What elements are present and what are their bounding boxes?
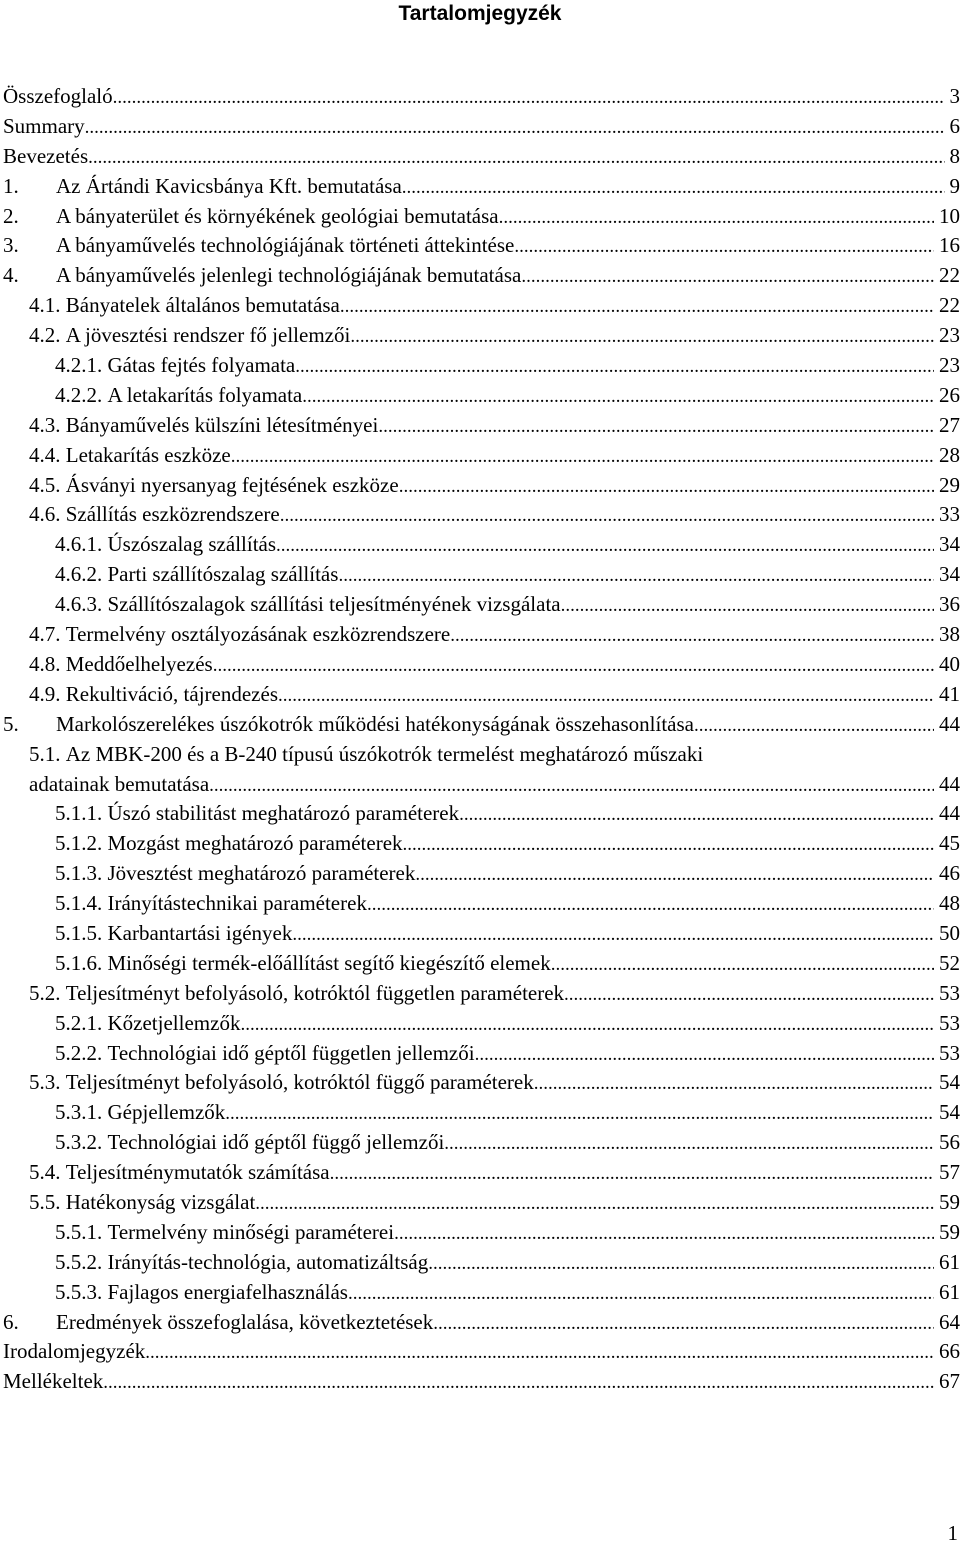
toc-entry-number: 4.2. [29,323,61,348]
toc-entry[interactable] [0,441,960,471]
toc-entry[interactable] [0,560,960,590]
toc-entry-label: Bevezetés [3,143,89,168]
toc-leader [302,382,934,412]
toc-entry-number: 5.1.6. [55,950,103,975]
toc-entry-number: 5.3. [29,1070,61,1095]
toc-leader [499,203,934,233]
toc-entry-label: Karbantartási igények [107,920,293,945]
toc-entry-number: 4.6. [29,502,61,527]
toc-entry-number: 4.4. [29,442,61,467]
toc-entry[interactable] [0,231,960,261]
toc-leader [240,1010,934,1040]
toc-entry-label: Technológiai idő géptől független jellemzői [107,1040,475,1065]
toc-entry-number: 4.9. [29,681,61,706]
toc-entry[interactable] [0,351,960,381]
toc-leader [103,1368,934,1398]
toc-entry-label: A jövesztési rendszer fő jellemzői [65,323,351,348]
toc-entry-label: Summary [3,113,85,138]
toc-entry-label: Meddőelhelyezés [65,651,213,676]
toc-entry-page: 8 [949,143,960,168]
toc-leader [292,920,934,950]
toc-leader [564,980,934,1010]
toc-entry-page: 22 [939,293,960,318]
toc-entry[interactable] [0,1337,960,1367]
toc-entry[interactable] [0,1068,960,1098]
toc-entry-page: 3 [949,84,960,108]
toc-leader [367,890,934,920]
toc-entry-label: A bányaművelés technológiájának történeti áttekintése [56,233,515,258]
toc-entry-label: Gépjellemzők [107,1100,226,1125]
toc-entry[interactable] [0,1278,960,1308]
toc-entry-number: 5.1. [29,741,61,766]
toc-leader [475,1040,934,1070]
toc-entry-page: 10 [939,203,960,228]
toc-entry[interactable] [0,1248,960,1278]
toc-entry-page: 9 [949,173,960,198]
toc-entry-label: Kőzetjellemzők [107,1010,241,1035]
toc-entry[interactable] [0,381,960,411]
toc-leader [350,322,934,352]
toc-entry[interactable] [0,291,960,321]
toc-entry-page: 48 [939,891,960,916]
toc-entry-label: Úszószalag szállítás [107,532,277,557]
toc-entry-page: 66 [939,1339,960,1364]
toc-entry-label: Szállítás eszközrendszere [65,502,280,527]
toc-entry-number: 5.1.5. [55,920,103,945]
toc-entry-number: 4.8. [29,651,61,676]
toc-entry-label: Teljesítményt befolyásoló, kotróktól független paraméterek [65,980,565,1005]
toc-entry[interactable] [0,82,960,112]
toc-entry-number: 4.2.2. [55,382,103,407]
toc-entry-number: 5.1.2. [55,831,103,856]
toc-entry-page: 44 [939,711,960,736]
toc-leader [433,1309,934,1339]
toc-entry-page: 38 [939,622,960,647]
toc-entry-number: 4.7. [29,622,61,647]
toc-entry[interactable] [0,829,960,859]
toc-entry-number: 5.2.1. [55,1010,103,1035]
toc-entry-page: 46 [939,861,960,886]
toc-entry-page: 61 [939,1249,960,1274]
toc-entry-number: 5.5.2. [55,1249,103,1274]
toc-entry-label: Az MBK-200 és a B-240 típusú úszókotrók termelést meghatározó műszaki [65,741,704,766]
toc-entry[interactable] [0,590,960,620]
toc-entry-number: 5.2.2. [55,1040,103,1065]
toc-entry-page: 23 [939,323,960,348]
toc-entry-label: Teljesítményt befolyásoló, kotróktól függő paraméterek [65,1070,534,1095]
toc-entry-number: 3. [3,233,19,258]
toc-leader [444,1129,934,1159]
toc-entry-number: 4.2.1. [55,353,103,378]
toc-leader [340,292,934,322]
toc-entry-label: Bányatelek általános bemutatása [65,293,340,318]
toc-leader [231,442,934,472]
toc-entry-page: 54 [939,1100,960,1125]
toc-entry[interactable] [0,1098,960,1128]
toc-entry-number: 4.6.2. [55,562,103,587]
toc-leader [338,561,934,591]
toc-entry-page: 53 [939,980,960,1005]
toc-entry-page: 53 [939,1010,960,1035]
toc-entry-page: 61 [939,1279,960,1304]
toc-entry-page: 28 [939,442,960,467]
toc-entry-number: 6. [3,1309,19,1334]
toc-entry-number: 5.4. [29,1160,61,1185]
toc-entry-label: Termelvény minőségi paraméterei [107,1219,395,1244]
toc-entry-number: 4.1. [29,293,61,318]
toc-entry[interactable] [0,1009,960,1039]
toc-entry-page: 33 [939,502,960,527]
toc-entry-page: 56 [939,1130,960,1155]
toc-leader [85,113,945,143]
toc-entry-page: 57 [939,1160,960,1185]
toc-entry-page: 53 [939,1040,960,1065]
toc-entry[interactable] [0,859,960,889]
toc-leader [88,143,944,173]
toc-entry[interactable] [0,500,960,530]
toc-entry[interactable] [0,1158,960,1188]
toc-entry[interactable] [0,680,960,710]
toc-entry-number: 4. [3,263,19,288]
toc-entry-label: Irányítás-technológia, automatizáltság [107,1249,429,1274]
toc-entry-page: 59 [939,1189,960,1214]
toc-entry-label: A bányaterület és környékének geológiai bemutatása [56,203,499,228]
toc-entry[interactable] [0,1039,960,1069]
toc-entry[interactable] [0,142,960,172]
toc-entry-label: Markolószerelékes úszókotrók működési hatékonyságának összehasonlítása [56,711,694,736]
toc-entry-label: Termelvény osztályozásának eszközrendszere [65,622,451,647]
toc-leader [225,1099,934,1129]
toc-leader [551,950,934,980]
toc-leader [213,651,934,681]
toc-entry[interactable] [0,1188,960,1218]
toc-entry-page: 23 [939,353,960,378]
table-of-contents [0,82,960,1397]
toc-entry-page: 16 [939,233,960,258]
toc-entry-number: 5. [3,711,19,736]
toc-leader [534,1069,934,1099]
toc-entry-label: Mozgást meghatározó paraméterek [107,831,403,856]
toc-entry-number: 5.1.1. [55,801,103,826]
toc-entry-label: Hatékonyság vizsgálat [65,1189,256,1214]
toc-leader [295,352,934,382]
toc-entry-page: 41 [939,681,960,706]
toc-entry-page: 45 [939,831,960,856]
toc-entry-number: 5.1.4. [55,891,103,916]
toc-leader [276,531,934,561]
toc-entry[interactable] [0,620,960,650]
toc-entry-label: Irodalomjegyzék [3,1339,146,1364]
toc-entry[interactable] [0,979,960,1009]
toc-entry[interactable] [0,740,960,800]
toc-leader [394,1219,934,1249]
toc-entry-page: 22 [939,263,960,288]
toc-entry-label: Minőségi termék-előállítást segítő kiegészítő elemek [107,950,551,975]
toc-entry-label: Eredmények összefoglalása, következtetések [56,1309,434,1334]
toc-entry-page: 34 [939,562,960,587]
toc-leader [378,412,934,442]
toc-entry[interactable] [0,1128,960,1158]
toc-entry-page: 40 [939,651,960,676]
toc-entry[interactable] [0,650,960,680]
toc-entry[interactable] [0,1308,960,1338]
toc-leader [348,1279,934,1309]
toc-entry-label: Parti szállítószalag szállítás [107,562,339,587]
toc-entry-number: 4.6.3. [55,592,103,617]
toc-entry-label: Rekultiváció, tájrendezés [65,681,278,706]
toc-entry[interactable] [0,202,960,232]
toc-leader [209,771,934,801]
toc-entry-label: Összefoglaló [3,84,113,108]
toc-entry[interactable] [0,321,960,351]
toc-entry-number: 5.5. [29,1189,61,1214]
toc-entry-page: 59 [939,1219,960,1244]
toc-entry-number: 5.2. [29,980,61,1005]
toc-entry-label: Úszó stabilitást meghatározó paraméterek [107,801,460,826]
toc-entry[interactable] [0,172,960,202]
toc-leader [403,830,934,860]
toc-entry-page: 52 [939,950,960,975]
toc-leader [145,1338,934,1368]
toc-entry-page: 26 [939,382,960,407]
toc-entry-label-continued: adatainak bemutatása [29,771,210,796]
toc-entry-page: 50 [939,920,960,945]
toc-entry-number: 5.5.1. [55,1219,103,1244]
toc-entry-label: Az Ártándi Kavicsbánya Kft. bemutatása [56,173,402,198]
toc-leader [561,591,934,621]
toc-entry-label: A bányaművelés jelenlegi technológiájának bemutatása [56,263,522,288]
toc-leader [399,472,934,502]
page-number: 1 [947,1521,958,1545]
toc-entry-number: 4.6.1. [55,532,103,557]
toc-entry[interactable] [0,112,960,142]
toc-entry-page: 44 [939,801,960,826]
toc-entry-label: Mellékeltek [3,1369,104,1394]
toc-entry[interactable] [0,411,960,441]
toc-entry[interactable] [0,919,960,949]
toc-entry[interactable] [0,889,960,919]
toc-leader [450,621,934,651]
toc-leader [402,173,945,203]
toc-entry-number: 4.5. [29,472,61,497]
toc-entry-number: 2. [3,203,19,228]
toc-entry-page: 64 [939,1309,960,1334]
toc-entry-page: 44 [939,771,960,796]
toc-leader [255,1189,934,1219]
toc-entry-label: A letakarítás folyamata [107,382,303,407]
toc-entry-label: Fajlagos energiafelhasználás [107,1279,348,1304]
toc-entry[interactable] [0,799,960,829]
toc-entry-page: 67 [939,1369,960,1394]
page-title: Tartalomjegyzék [398,2,562,25]
toc-entry-label: Ásványi nyersanyag fejtésének eszköze [65,472,399,497]
toc-leader [415,860,934,890]
toc-entry-label: Letakarítás eszköze [65,442,231,467]
toc-leader [280,501,934,531]
toc-leader [521,262,934,292]
toc-entry[interactable] [0,1367,960,1397]
toc-entry[interactable] [0,530,960,560]
toc-entry[interactable] [0,261,960,291]
toc-entry-label: Gátas fejtés folyamata [107,353,296,378]
toc-entry-page: 6 [949,113,960,138]
toc-entry-number: 5.3.1. [55,1100,103,1125]
toc-entry[interactable] [0,471,960,501]
toc-leader [428,1249,934,1279]
toc-entry-number: 5.3.2. [55,1130,103,1155]
toc-entry-label: Irányítástechnikai paraméterek [107,891,367,916]
toc-entry-number: 5.1.3. [55,861,103,886]
toc-entry-number: 1. [3,173,19,198]
toc-entry-number: 4.3. [29,412,61,437]
toc-entry-number: 5.5.3. [55,1279,103,1304]
toc-entry-label: Teljesítménymutatók számítása [65,1160,330,1185]
toc-leader [694,711,934,741]
toc-entry-page: 34 [939,532,960,557]
toc-leader [113,83,945,113]
toc-leader [514,232,934,262]
toc-entry[interactable] [0,710,960,740]
toc-entry[interactable] [0,949,960,979]
toc-leader [459,800,934,830]
toc-entry-page: 54 [939,1070,960,1095]
toc-entry-label: Szállítószalagok szállítási teljesítményének vizsgálata [107,592,561,617]
toc-entry-page: 36 [939,592,960,617]
toc-leader [330,1159,934,1189]
toc-entry-label: Technológiai idő géptől függő jellemzői [107,1130,445,1155]
toc-entry-page: 27 [939,412,960,437]
toc-entry-label: Bányaművelés külszíni létesítményei [65,412,379,437]
toc-entry[interactable] [0,1218,960,1248]
toc-leader [278,681,934,711]
toc-entry-label: Jövesztést meghatározó paraméterek [107,861,416,886]
toc-entry-page: 29 [939,472,960,497]
